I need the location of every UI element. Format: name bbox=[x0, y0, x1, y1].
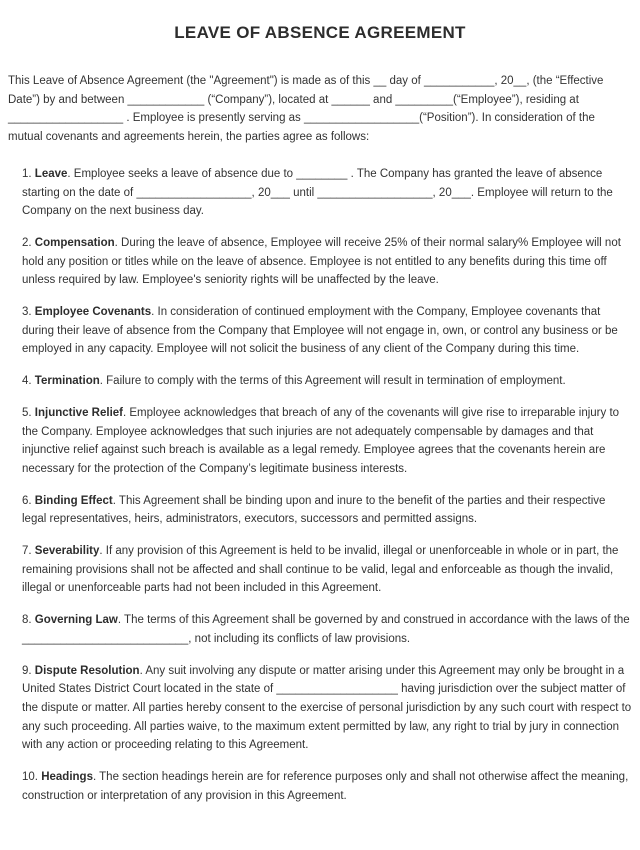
section-paragraph bbox=[22, 303, 632, 359]
section-number: 4. bbox=[22, 375, 32, 388]
section-heading: Injunctive Relief bbox=[34, 406, 123, 419]
intro-paragraph: This Leave of Absence Agreement (the "Agreement") is made as of this __ day of ___________, 20__, (the “Effective Date”) by and between ____________ (“Company”), located at ______ and _________(“Employee”), residing at __________________ . Employee is presently serving as __________________(“Position”). In consideration of the mutual covenants and agreements herein, the parties agree as follows: bbox=[8, 75, 604, 144]
section-paragraph bbox=[22, 234, 632, 290]
section-paragraph bbox=[22, 611, 632, 648]
section-heading: Governing Law bbox=[34, 614, 118, 627]
section-number: 8. bbox=[22, 614, 32, 627]
section-number: 10. bbox=[22, 771, 38, 784]
section-number: 3. bbox=[22, 306, 32, 319]
section-paragraph bbox=[22, 768, 632, 805]
section-body: . Employee seeks a leave of absence due to ________ . The Company has granted the leave of absence starting on the date of __________________, 20___ until __________________, 20___. Employee will return to the Company on the next business day. bbox=[22, 167, 613, 218]
document-page bbox=[0, 22, 640, 850]
section-heading: Compensation bbox=[34, 236, 115, 249]
section-heading: Employee Covenants bbox=[34, 306, 152, 319]
section-heading: Leave bbox=[34, 167, 68, 180]
section-paragraph bbox=[22, 662, 632, 756]
section-heading: Severability bbox=[34, 545, 100, 558]
sections-list bbox=[22, 165, 632, 806]
section-paragraph bbox=[22, 404, 632, 479]
section-paragraph bbox=[22, 542, 632, 598]
section-heading: Headings bbox=[41, 771, 93, 784]
section-number: 2. bbox=[22, 236, 32, 249]
section-body: . This Agreement shall be binding upon and inure to the benefit of the parties and their respective legal representatives, heirs, administrators, executors, successors and permitted assigns. bbox=[22, 494, 606, 526]
section-number: 9. bbox=[22, 664, 32, 677]
section-body: . During the leave of absence, Employee will receive 25% of their normal salary% Employee will not hold any position or titles while on the leave of absence. Employee is not entitled to any benefits during this time off unless required by law. Employee's seniority rights will be unaffected by the leave. bbox=[22, 236, 621, 287]
section-body: . If any provision of this Agreement is held to be invalid, illegal or unenforceable in whole or in part, the remaining provisions shall not be affected and shall continue to be valid, legal and enforceable as though the invalid, illegal or unenforceable parts had not been included in this Agreement. bbox=[22, 545, 619, 595]
section-body: . Failure to comply with the terms of this Agreement will result in termination of employment. bbox=[99, 375, 566, 388]
section-number: 5. bbox=[22, 406, 32, 419]
section-number: 1. bbox=[22, 167, 32, 180]
section-paragraph bbox=[22, 372, 632, 391]
section-heading: Dispute Resolution bbox=[34, 664, 140, 677]
section-body: . Employee acknowledges that breach of any of the covenants will give rise to irreparable injury to the Company. Employee acknowledges that such injuries are not adequately compensable by damages and that injunctive relief against such breach is available as a legal remedy. Employee agrees that the covenants herein are necessary for the protection of the Company’s legitimate business interests. bbox=[22, 406, 620, 475]
section-heading: Termination bbox=[34, 375, 100, 388]
section-heading: Binding Effect bbox=[34, 494, 113, 507]
page-title: LEAVE OF ABSENCE AGREEMENT bbox=[174, 23, 466, 42]
section-paragraph bbox=[22, 492, 632, 529]
section-number: 6. bbox=[22, 494, 32, 507]
section-body: . The terms of this Agreement shall be governed by and construed in accordance with the laws of the __________________________, not including its conflicts of law provisions. bbox=[22, 614, 630, 645]
section-body: . The section headings herein are for reference purposes only and shall not otherwise affect the meaning, construction or interpretation of any provision in this Agreement. bbox=[22, 771, 629, 802]
section-number: 7. bbox=[22, 545, 32, 558]
section-body: . In consideration of continued employment with the Company, Employee covenants that during their leave of absence from the Company that Employee will not engage in, own, or control any business or be employed in any capacity. Employee will not solicit the business of any client of the Company during this time. bbox=[22, 306, 618, 356]
section-body: . Any suit involving any dispute or matter arising under this Agreement may only be brought in a United States District Court located in the state of ___________________ having jurisdiction over the subject matter of the dispute or matter. All parties hereby consent to the exercise of personal jurisdiction by any such court with respect to any such proceeding. All parties waive, to the maximum extent permitted by law, any right to trial by jury in connection with any action or proceeding relating to this Agreement. bbox=[22, 664, 632, 752]
section-paragraph bbox=[22, 165, 632, 221]
